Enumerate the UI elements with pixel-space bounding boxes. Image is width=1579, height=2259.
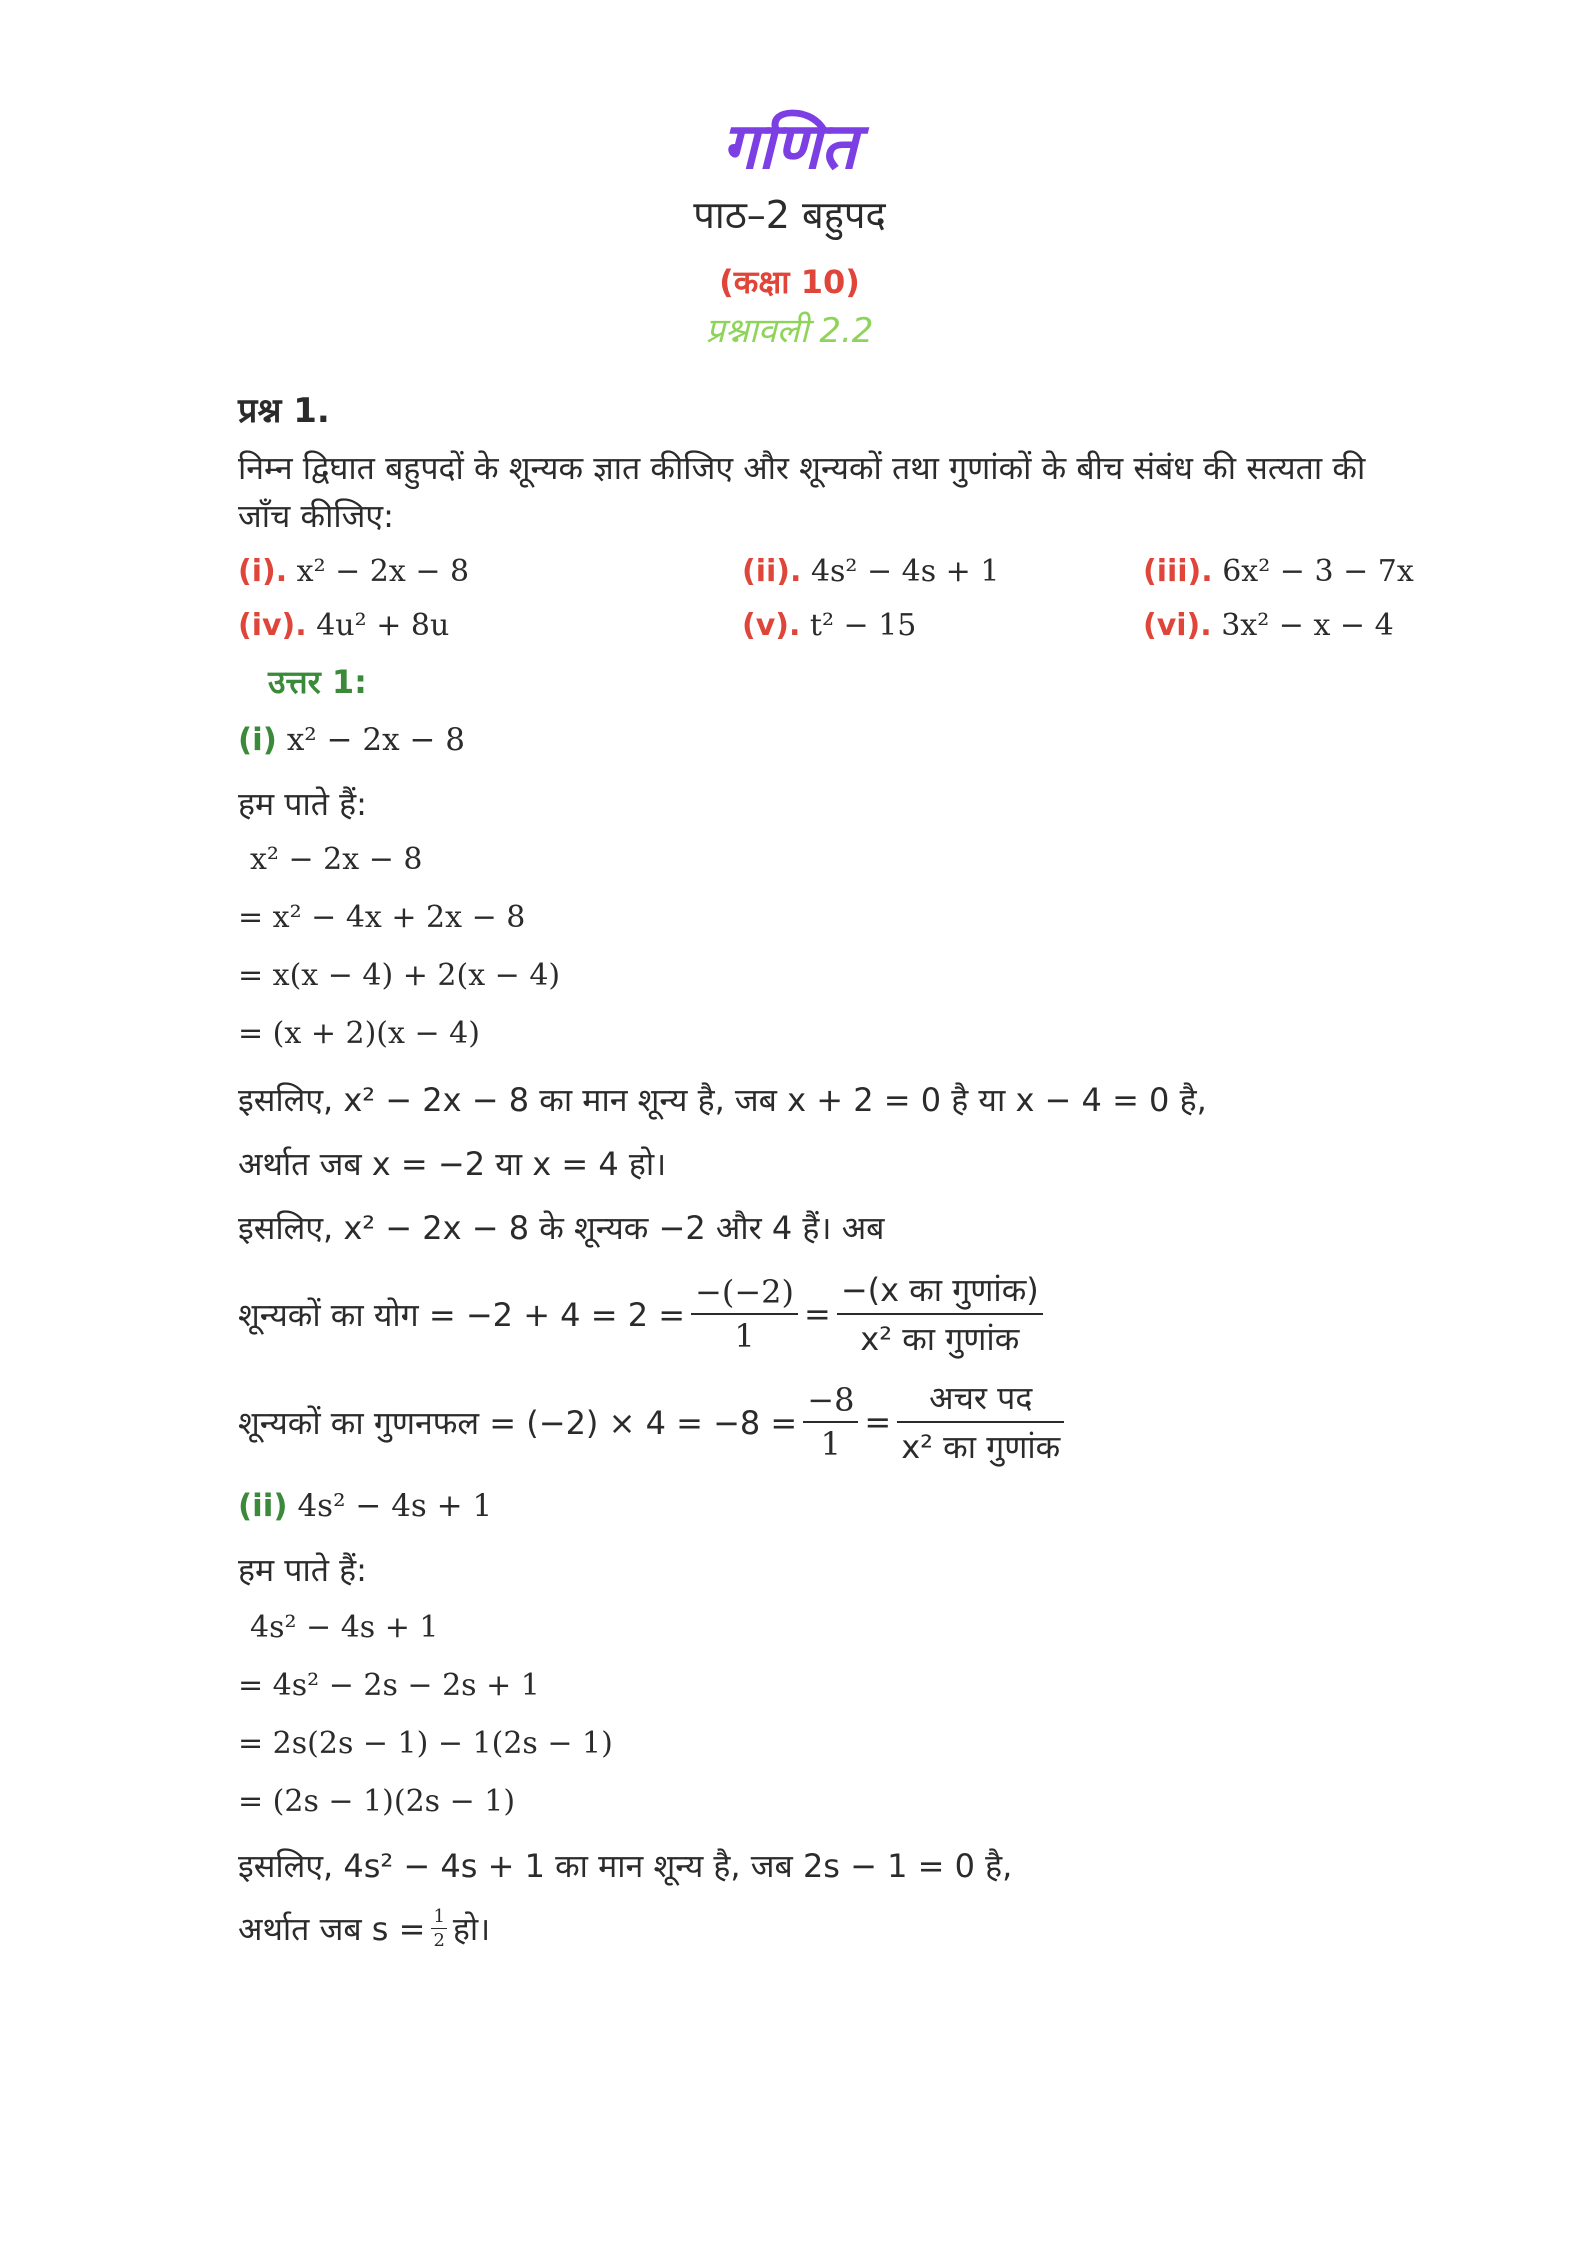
equals-sign: = [804,1295,831,1333]
option-expr: t² − 15 [809,608,917,643]
step-line: = (2s − 1)(2s − 1) [238,1784,516,1819]
fraction-denominator: 1 [820,1425,842,1463]
product-prefix: शून्यकों का गुणनफल = (−2) × 4 = −8 = [238,1403,798,1442]
sum-fraction-1 [691,1273,798,1355]
zeros-statement: इसलिए, x² − 2x − 8 के शून्यक −2 और 4 हैं। अब [238,1209,885,1247]
option-expr: 4u² + 8u [316,608,450,643]
step-line: 4s² − 4s + 1 [250,1610,439,1645]
option-iv [238,608,449,643]
sum-fraction-2 [837,1268,1043,1360]
fraction-denominator: 1 [734,1317,755,1355]
sum-of-zeros-line [238,1268,1049,1360]
option-label: (vi). [1143,608,1212,643]
step-line: = x² − 4x + 2x − 8 [238,900,526,935]
product-fraction-2 [897,1376,1064,1468]
question-text-line1: निम्न द्विघात बहुपदों के शून्यक ज्ञात कीजिए और शून्यकों तथा गुणांकों के बीच संबंध की सत्यता की [238,449,1366,487]
exercise-label: प्रश्नावली 2.2 [705,311,874,351]
option-v [742,608,916,643]
option-iii [1143,554,1414,589]
fraction-denominator: x² का गुणांक [860,1320,1020,1358]
equals-sign: = [864,1403,892,1441]
option-label: (i). [238,554,288,589]
page-title: गणित [721,110,858,184]
fraction-denominator: 2 [433,1930,445,1951]
option-vi [1143,608,1394,643]
step-line: = (x + 2)(x − 4) [238,1016,480,1051]
part-ii-heading [238,1488,492,1524]
step-line: = 2s(2s − 1) − 1(2s − 1) [238,1726,613,1761]
option-ii [742,554,999,589]
zero-condition-line: इसलिए, x² − 2x − 8 का मान शून्य है, जब x + 2 = 0 है या x − 4 = 0 है, [238,1081,1207,1119]
step-line: x² − 2x − 8 [250,842,423,877]
zero-values-line: अर्थात जब x = −2 या x = 4 हो। [238,1145,667,1183]
part-label: (i) [238,722,277,758]
part-expr: 4s² − 4s + 1 [297,1488,493,1524]
sum-prefix: शून्यकों का योग = −2 + 4 = 2 = [238,1295,686,1334]
option-label: (iv). [238,608,307,643]
fraction-numerator: −8 [803,1381,858,1423]
zero-condition-line: इसलिए, 4s² − 4s + 1 का मान शून्य है, जब 2s − 1 = 0 है, [238,1847,1013,1885]
option-expr: 4s² − 4s + 1 [810,554,1000,589]
option-expr: 3x² − x − 4 [1221,608,1394,643]
option-i [238,554,469,589]
product-of-zeros-line [238,1376,1070,1468]
option-label: (ii). [742,554,802,589]
part-expr: x² − 2x − 8 [286,722,466,758]
step-line: = 4s² − 2s − 2s + 1 [238,1668,540,1703]
fraction-numerator: 1 [433,1906,445,1927]
question-text-line2: जाँच कीजिए: [238,497,394,535]
step-line: = x(x − 4) + 2(x − 4) [238,958,561,993]
part-label: (ii) [238,1488,288,1524]
option-expr: x² − 2x − 8 [296,554,470,589]
fraction-numerator: −(−2) [691,1273,798,1315]
class-label: (कक्षा 10) [719,263,860,301]
we-get-text: हम पाते हैं: [238,1551,367,1589]
fraction-numerator: अचर पद [897,1376,1064,1423]
when-prefix: अर्थात जब s = [238,1910,426,1948]
part-i-heading [238,722,465,758]
we-get-text: हम पाते हैं: [238,785,367,823]
when-suffix: हो। [452,1910,491,1948]
answer-heading: उत्तर 1: [268,663,367,701]
fraction-numerator: −(x का गुणांक) [837,1268,1043,1315]
product-fraction-1 [803,1381,858,1463]
option-label: (v). [742,608,801,643]
half-fraction [431,1906,446,1951]
fraction-denominator: x² का गुणांक [901,1428,1061,1466]
option-expr: 6x² − 3 − 7x [1222,554,1414,589]
question-heading: प्रश्न 1. [238,391,330,431]
option-label: (iii). [1143,554,1213,589]
zero-values-line [238,1906,490,1951]
chapter-subtitle: पाठ–2 बहुपद [693,193,886,237]
